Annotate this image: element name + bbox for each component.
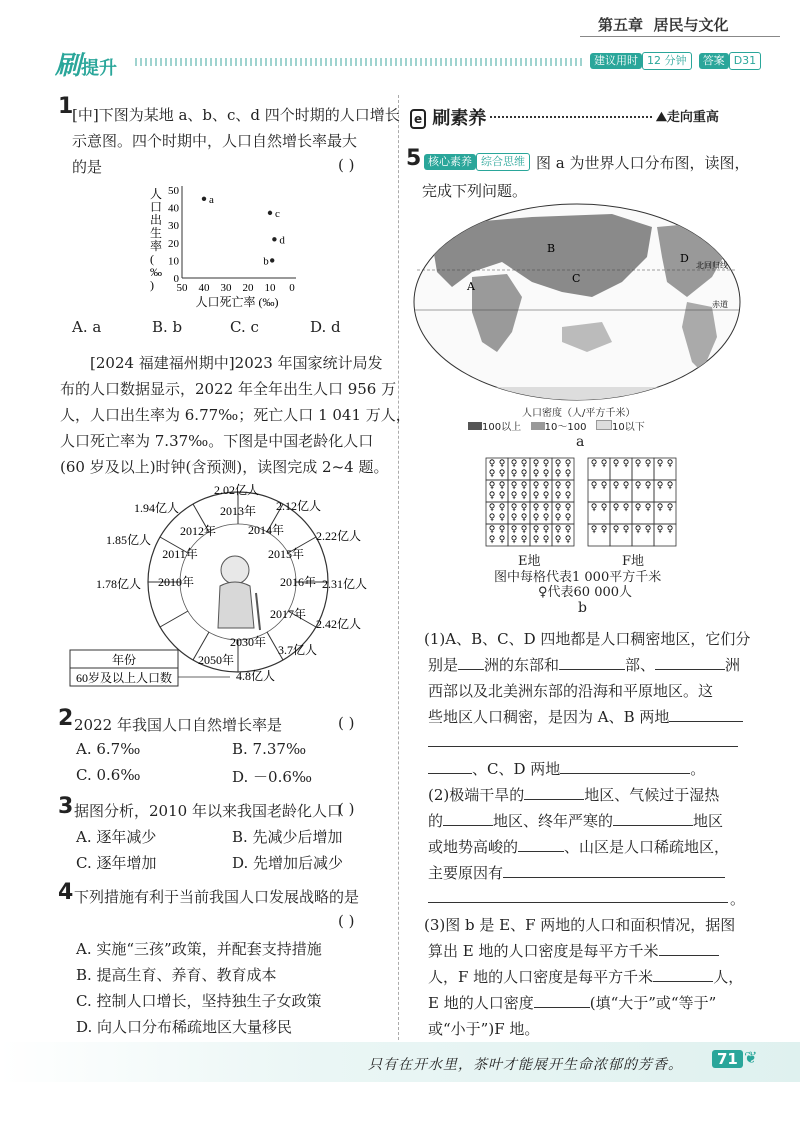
world-population-map (412, 202, 742, 402)
q5-tags (424, 153, 530, 171)
data-point-b (270, 258, 274, 262)
person-icon: ♀ (510, 503, 518, 513)
person-icon: ♀ (520, 469, 528, 479)
person-icon: ♀ (564, 481, 572, 491)
p2-text: 的 (428, 812, 444, 830)
person-icon: ♀ (532, 513, 540, 523)
person-icon: ♀ (590, 525, 598, 535)
p3-text: 算出 E 地的人口密度是每平方千米 (428, 942, 659, 960)
person-icon: ♀ (634, 459, 642, 469)
legend-value: 60岁及以上人口数 (75, 671, 173, 685)
q2-number: 2 (58, 706, 74, 731)
clock-year-label: 2050年 (197, 653, 235, 667)
q4-option-b[interactable]: B. 提高生育、养育、教育成本 (76, 966, 277, 984)
person-icon: ♀ (542, 481, 550, 491)
legend-high: 100以上 (482, 422, 522, 433)
p2-text: 地区、气候过于湿热 (584, 786, 720, 804)
person-icon: ♀ (600, 481, 608, 491)
p1-line3: 西部以及北美洲东部的沿海和平原地区。这 (428, 682, 714, 700)
point-label-b: b (263, 255, 269, 268)
person-icon: ♀ (542, 525, 550, 535)
p2-text: 主要原因有 (428, 864, 504, 882)
q1-number: 1 (58, 94, 74, 119)
section-right-label: 走向重高 (666, 110, 719, 125)
person-icon: ♀ (542, 535, 550, 545)
person-icon: ♀ (520, 503, 528, 513)
q2-option-a[interactable]: A. 6.7‰ (76, 740, 141, 758)
blank[interactable] (524, 785, 584, 800)
section-dots (490, 116, 652, 118)
q5-line1: 图 a 为世界人口分布图，读图， (536, 154, 750, 172)
p1-text: 、C、D 两地 (472, 760, 561, 778)
person-icon: ♀ (554, 469, 562, 479)
person-icon: ♀ (600, 459, 608, 469)
q4-option-c[interactable]: C. 控制人口增长，坚持独生子女政策 (76, 992, 322, 1010)
clock-year-label: 2014年 (247, 523, 285, 537)
clock-year-label: 2013年 (219, 504, 257, 518)
person-icon: ♀ (612, 503, 620, 513)
tag-core: 核心素养 (424, 154, 476, 170)
aging-clock (60, 478, 400, 693)
person-icon: ♀ (510, 491, 518, 501)
person-icon: ♀ (612, 481, 620, 491)
person-icon: ♀ (644, 503, 652, 513)
person-icon: ♀ (532, 469, 540, 479)
blank[interactable] (655, 655, 725, 670)
map-label-c: C (572, 272, 581, 285)
figb-caption: b (578, 600, 587, 616)
clock-value-label: 2.22亿人 (316, 529, 362, 543)
person-icon: ♀ (666, 525, 674, 535)
clock-value-label: 2.12亿人 (276, 499, 322, 513)
q1-option-a[interactable]: A. a (72, 318, 102, 336)
q1-scatter-chart (140, 180, 320, 310)
page-number: 71 (712, 1050, 743, 1068)
q2-bracket: ( ) (338, 714, 355, 732)
legend-mid: 10～100 (544, 422, 587, 433)
q2-option-b[interactable]: B. 7.37‰ (232, 740, 307, 758)
clock-value-label: 2.02亿人 (214, 483, 260, 497)
figb-note2 (538, 581, 632, 600)
point-label-c: c (275, 207, 280, 220)
person-icon: ♀ (532, 535, 540, 545)
time-value: 12 分钟 (642, 52, 692, 70)
person-icon: ♀ (590, 459, 598, 469)
x-tick-label: 40 (198, 282, 210, 294)
person-icon: ♀ (498, 481, 506, 491)
person-icon: ♀ (538, 585, 548, 600)
person-icon: ♀ (488, 481, 496, 491)
person-icon: ♀ (564, 469, 572, 479)
section-right (656, 106, 719, 125)
intro-line: 人，人口出生率为 6.77‰；死亡人口 1 041 万人， (60, 406, 411, 424)
figb-note2-text: 代表60 000人 (547, 585, 633, 600)
person-icon: ♀ (488, 469, 496, 479)
q1-line1: [中]下图为某地 a、b、c、d 四个时期的人口增长 (72, 106, 400, 124)
blank[interactable] (669, 707, 743, 722)
q3-option-b[interactable]: B. 先减少后增加 (232, 828, 343, 846)
antarctica (452, 387, 712, 402)
chapter-title: 居民与文化 (653, 16, 729, 34)
q3-option-c[interactable]: C. 逐年增加 (76, 854, 157, 872)
blank[interactable] (518, 837, 564, 852)
person-icon: ♀ (520, 491, 528, 501)
p1-line2 (428, 654, 740, 675)
blank[interactable] (659, 941, 719, 956)
person-icon: ♀ (666, 481, 674, 491)
person-icon: ♀ (634, 503, 642, 513)
person-icon: ♀ (498, 513, 506, 523)
blank[interactable] (458, 655, 484, 670)
person-icon: ♀ (510, 525, 518, 535)
q1-bracket: ( ) (338, 156, 355, 174)
person-icon: ♀ (510, 535, 518, 545)
clock-year-label: 2017年 (269, 607, 307, 621)
person-icon: ♀ (510, 469, 518, 479)
person-icon: ♀ (488, 535, 496, 545)
q3-bracket: ( ) (338, 800, 355, 818)
y-axis-label: 人口出生率( ‰ ) (150, 187, 163, 292)
person-icon: ♀ (488, 525, 496, 535)
p2-line2 (428, 810, 723, 831)
person-icon: ♀ (656, 503, 664, 513)
p3-line5: 或“小于”)F 地。 (428, 1020, 540, 1038)
section-heading (410, 104, 486, 130)
q1-line3: 的是 (72, 158, 103, 176)
legend-low: 10以下 (612, 422, 645, 433)
q1-line2: 示意图。四个时期中，人口自然增长率最大 (72, 132, 358, 150)
person-icon: ♀ (532, 525, 540, 535)
x-tick-label: 50 (176, 282, 188, 294)
person-icon: ♀ (532, 491, 540, 501)
answer-page: D31 (729, 52, 761, 70)
person-icon: ♀ (634, 525, 642, 535)
clock-value-label: 1.94亿人 (134, 501, 180, 515)
q4-option-d[interactable]: D. 向人口分布稀疏地区大量移民 (76, 1018, 293, 1036)
person-icon: ♀ (532, 459, 540, 469)
brand-logo (55, 45, 117, 82)
person-icon: ♀ (488, 459, 496, 469)
person-icon: ♀ (542, 491, 550, 501)
clock-year-label: 2010年 (157, 575, 195, 589)
person-icon: ♀ (498, 491, 506, 501)
p3-line3 (428, 966, 743, 987)
blank[interactable] (443, 811, 493, 826)
person-icon: ♀ (498, 469, 506, 479)
person-icon: ♀ (564, 491, 572, 501)
p2-line3 (428, 836, 729, 857)
person-icon: ♀ (656, 459, 664, 469)
section-badge-icon: e (410, 109, 426, 129)
person-icon: ♀ (542, 469, 550, 479)
mountain-icon: ⛰ (656, 110, 667, 125)
answer-label: 答案 (699, 53, 729, 69)
map-title: 人口密度（人/平方千米） (522, 408, 636, 419)
person-icon: ♀ (622, 525, 630, 535)
person-icon: ♀ (622, 503, 630, 513)
person-icon: ♀ (644, 459, 652, 469)
point-label-a: a (209, 193, 214, 206)
clock-year-label: 2016年 (279, 575, 317, 589)
map-label-b: B (547, 242, 556, 255)
q4-bracket: ( ) (338, 912, 355, 930)
blank[interactable] (560, 759, 690, 774)
person-icon: ♀ (564, 525, 572, 535)
p1-text: 些地区人口稠密，是因为 A、B 两地 (428, 708, 670, 726)
p3-text: E 地的人口密度 (428, 994, 534, 1012)
clock-value-label: 2.42亿人 (316, 617, 362, 631)
person-icon: ♀ (644, 525, 652, 535)
time-badge (590, 52, 761, 70)
map-label-equator: 赤道 (712, 300, 728, 309)
person-icon: ♀ (590, 503, 598, 513)
person-icon: ♀ (498, 459, 506, 469)
p2-period: 。 (730, 890, 746, 908)
clock-year-label: 2011年 (162, 547, 198, 561)
intro-line: (60 岁及以上)时钟(含预测)，读图完成 2~4 题。 (60, 458, 389, 476)
person-icon: ♀ (510, 513, 518, 523)
p1-blank-line[interactable] (428, 746, 738, 747)
person-icon: ♀ (564, 459, 572, 469)
person-icon: ♀ (612, 459, 620, 469)
x-tick-label: 10 (264, 282, 276, 294)
person-icon: ♀ (554, 459, 562, 469)
y-tick-label: 40 (168, 202, 179, 215)
person-icon: ♀ (564, 513, 572, 523)
person-icon: ♀ (488, 491, 496, 501)
y-tick-label: 0 (173, 273, 179, 285)
clock-value-label: 4.8亿人 (236, 669, 276, 683)
q3-option-a[interactable]: A. 逐年减少 (76, 828, 157, 846)
brand-text: 提升 (81, 58, 118, 79)
section-title: 刷素养 (432, 108, 487, 129)
q2-option-c[interactable]: C. 0.6‰ (76, 766, 141, 784)
person-icon: ♀ (510, 459, 518, 469)
legend-year: 年份 (111, 653, 137, 667)
p2-text: 或地势高峻的 (428, 838, 519, 856)
person-icon: ♀ (520, 525, 528, 535)
elderly-person-icon (218, 556, 260, 630)
chapter-label: 第五章 (598, 16, 644, 34)
q4-number: 4 (58, 880, 74, 905)
map-legend (468, 418, 645, 433)
data-point-c (268, 211, 272, 215)
y-tick-label: 20 (168, 237, 179, 250)
header-chapter (598, 14, 728, 35)
p3-text: (填“大于”或“等于” (589, 994, 717, 1012)
q1-option-b[interactable]: B. b (152, 318, 183, 336)
p2-text: 地区、终年严寒的 (493, 812, 614, 830)
data-point-a (202, 197, 206, 201)
person-icon: ♀ (532, 503, 540, 513)
person-icon: ♀ (554, 525, 562, 535)
person-icon: ♀ (600, 525, 608, 535)
blank[interactable] (559, 655, 625, 670)
p3-text: 人， (713, 968, 744, 986)
grid-f (588, 458, 676, 546)
person-icon: ♀ (622, 481, 630, 491)
p3-line2 (428, 940, 719, 961)
x-tick-label: 30 (220, 282, 232, 294)
person-icon: ♀ (644, 481, 652, 491)
brand-char: 刷 (55, 51, 82, 81)
intro-line: [2024 福建福州期中]2023 年国家统计局发 (90, 354, 383, 372)
person-icon: ♀ (634, 481, 642, 491)
blank[interactable] (428, 759, 472, 774)
clock-year-label: 2015年 (267, 547, 305, 561)
map-label-a: A (467, 280, 475, 293)
person-icon: ♀ (488, 503, 496, 513)
person-icon: ♀ (510, 481, 518, 491)
clock-value-label: 3.7亿人 (278, 643, 318, 657)
person-icon: ♀ (622, 459, 630, 469)
person-icon: ♀ (520, 481, 528, 491)
q5-number: 5 (406, 146, 422, 171)
p3-text: 人，F 地的人口密度是每平方千米 (428, 968, 654, 986)
clock-value-label: 1.85亿人 (106, 533, 152, 547)
q4-option-a[interactable]: A. 实施“三孩”政策，并配套支持措施 (76, 940, 322, 958)
person-icon: ♀ (564, 503, 572, 513)
p1-text: 洲的东部和 (484, 656, 560, 674)
person-icon: ♀ (656, 481, 664, 491)
p1-text: 洲 (725, 656, 741, 674)
intro-line: 人口死亡率为 7.37‰。下图是中国老龄化人口 (60, 432, 374, 450)
person-icon: ♀ (564, 535, 572, 545)
person-icon: ♀ (612, 525, 620, 535)
person-icon: ♀ (498, 525, 506, 535)
person-icon: ♀ (554, 513, 562, 523)
x-axis-label: 人口死亡率 (‰) (195, 295, 279, 309)
p3-line4 (428, 992, 716, 1013)
person-icon: ♀ (498, 535, 506, 545)
q5-line2: 完成下列问题。 (422, 182, 528, 200)
q2-option-d[interactable]: D. －0.6‰ (232, 768, 313, 786)
y-tick-label: 30 (168, 220, 179, 233)
p1-line1: (1)A、B、C、D 四地都是人口稠密地区，它们分 (424, 630, 751, 648)
point-label-d: d (279, 234, 285, 247)
clock-value-label: 2.31亿人 (322, 577, 368, 591)
person-icon: ♀ (520, 535, 528, 545)
figb-e-label: E地 (518, 554, 541, 569)
clock-year-label: 2030年 (229, 635, 267, 649)
intro-line: 布的人口数据显示，2022 年全年出生人口 956 万 (60, 380, 397, 398)
header-dotted-band (135, 58, 585, 66)
q1-option-d[interactable]: D. d (310, 318, 341, 336)
grid-e (486, 458, 574, 546)
figure-b-grids (484, 456, 684, 552)
x-tick-label: 0 (289, 282, 295, 294)
q3-number: 3 (58, 794, 74, 819)
person-icon: ♀ (666, 459, 674, 469)
person-icon: ♀ (554, 491, 562, 501)
p1-line6: 、C、D 两地 。 (428, 758, 705, 779)
map-caption: a (576, 434, 585, 450)
blank[interactable] (534, 993, 590, 1008)
person-icon: ♀ (656, 525, 664, 535)
q1-option-c[interactable]: C. c (230, 318, 259, 336)
p2-line1 (428, 784, 719, 805)
data-point-d (272, 237, 276, 241)
person-icon: ♀ (542, 513, 550, 523)
blank[interactable] (613, 811, 693, 826)
clock-year-label: 2012年 (179, 524, 217, 538)
y-tick-label: 50 (168, 185, 179, 197)
q3-option-d[interactable]: D. 先增加后减少 (232, 854, 344, 872)
map-label-tropic: 北回归线 (696, 261, 728, 270)
tag-skill: 综合思维 (476, 153, 530, 171)
person-icon: ♀ (542, 503, 550, 513)
figb-note1: 图中每格代表1 000平方千米 (494, 570, 662, 585)
person-icon: ♀ (554, 481, 562, 491)
person-icon: ♀ (666, 503, 674, 513)
person-icon: ♀ (532, 481, 540, 491)
person-icon: ♀ (600, 503, 608, 513)
time-label: 建议用时 (590, 53, 642, 69)
blank[interactable] (503, 863, 725, 878)
p2-text: (2)极端干旱的 (428, 786, 525, 804)
p1-line4 (428, 706, 743, 727)
p3-line1: (3)图 b 是 E、F 两地的人口和面积情况，据图 (424, 916, 736, 934)
map-label-d: D (680, 252, 689, 265)
p2-line4 (428, 862, 725, 883)
p2-blank-line[interactable] (428, 902, 728, 903)
q4-text: 下列措施有利于当前我国人口发展战略的是 (74, 888, 360, 906)
p2-text: 地区 (693, 812, 724, 830)
clock-value-label: 1.78亿人 (96, 577, 142, 591)
header-rule (580, 36, 780, 37)
person-icon: ♀ (590, 481, 598, 491)
person-icon: ♀ (520, 459, 528, 469)
leaf-icon: ❦ (744, 1048, 758, 1067)
figb-f-label: F地 (622, 554, 645, 569)
blank[interactable] (653, 967, 713, 982)
footer-motto: 只有在开水里，茶叶才能展开生命浓郁的芳香。 (368, 1057, 683, 1073)
person-icon: ♀ (498, 503, 506, 513)
x-tick-label: 20 (242, 282, 254, 294)
person-icon: ♀ (554, 503, 562, 513)
person-icon: ♀ (520, 513, 528, 523)
person-icon: ♀ (488, 513, 496, 523)
person-icon: ♀ (554, 535, 562, 545)
p1-text: 部、 (625, 656, 656, 674)
q2-text: 2022 年我国人口自然增长率是 (74, 716, 282, 734)
q3-text: 据图分析，2010 年以来我国老龄化人口 (74, 802, 342, 820)
p2-text: 、山区是人口稀疏地区， (564, 838, 730, 856)
p1-text: 别是 (428, 656, 459, 674)
person-icon: ♀ (542, 459, 550, 469)
y-tick-label: 10 (168, 255, 179, 268)
